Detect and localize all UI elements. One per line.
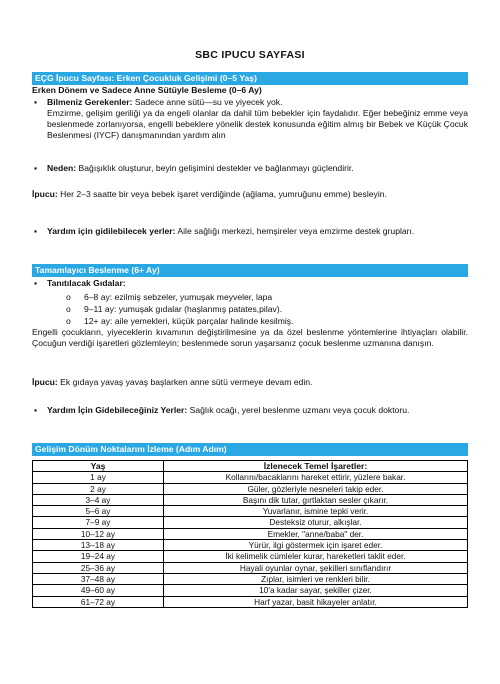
age-cell: 10–12 ay — [33, 528, 164, 539]
table-row — [33, 528, 468, 539]
sub-bullet-icon: o — [66, 292, 71, 302]
milestones-table — [32, 460, 468, 608]
food-item: 12+ ay: aile yemekleri, küçük parçalar halinde kesilmiş. — [84, 316, 294, 326]
food-item: 6–8 ay: ezilmiş sebzeler, yumuşak meyveler, lapa — [84, 292, 273, 302]
age-cell: 13–18 ay — [33, 540, 164, 551]
milestone-cell: Kollarını/bacaklarını hareket ettirir, yüzlere bakar. — [164, 472, 468, 483]
bullet-foods-label: Tanıtılacak Gıdalar: — [47, 278, 126, 288]
tip-feeding — [32, 189, 468, 200]
table-row — [33, 517, 468, 528]
tip-label: İpucu: — [32, 189, 58, 199]
bullet-label: Bilmeniz Gerekenler: — [47, 97, 133, 107]
page-title: SBC IPUCU SAYFASI — [195, 49, 305, 61]
bullet-label: Yardım İçin Gidebileceğiniz Yerler: — [47, 405, 188, 415]
bullet-text: Sadece anne sütü—su ve yiyecek yok. — [132, 97, 283, 107]
milestone-cell: Yürür, ilgi göstermek için işaret eder. — [164, 540, 468, 551]
bullet-label: Neden: — [47, 163, 77, 173]
age-cell: 19–24 ay — [33, 551, 164, 562]
table-row — [33, 494, 468, 505]
milestone-cell: 10'a kadar sayar, şekiller çizer. — [164, 585, 468, 596]
milestone-cell: Hayali oyunlar oynar, şekilleri sınıflandırır — [164, 562, 468, 573]
tip-label: İpucu: — [32, 377, 58, 387]
section1-heading: Erken Dönem ve Sadece Anne Sütüyle Besleme (0–6 Ay) — [32, 85, 262, 95]
milestone-cell: Zıplar, isimleri ve renkleri bilir. — [164, 573, 468, 584]
bullet-help — [47, 226, 468, 237]
age-cell: 61–72 ay — [33, 596, 164, 607]
table-header-row — [33, 461, 468, 472]
bullet-icon: ▪ — [34, 226, 38, 236]
tip-text: Her 2–3 saatte bir veya bebek işaret verdiğinde (ağlama, yumruğunu emme) besleyin. — [57, 189, 387, 199]
bullet-icon: ▪ — [34, 163, 38, 173]
sub-bullet-icon: o — [66, 304, 71, 314]
disability-feeding-paragraph: Engelli çocukların, yiyeceklerin kıvamının değiştirilmesine ya da özel beslenme yöntemlerine ihtiyaçları olabilir. Çocuğun verdiği işaretleri gözlemleyin; beslenmede sorun yaşarsanız çocuk beslenme uzmanına danışın. — [32, 327, 468, 348]
column-header-signs: İzlenecek Temel İşaretler: — [164, 461, 468, 472]
bullet-text: Sağlık ocağı, yerel beslenme uzmanı veya çocuk doktoru. — [187, 405, 410, 415]
milestones-table-body — [33, 472, 468, 608]
milestone-cell: Desteksiz oturur, alkışlar. — [164, 517, 468, 528]
table-row — [33, 506, 468, 517]
age-cell: 7–9 ay — [33, 517, 164, 528]
table-row — [33, 551, 468, 562]
table-row — [33, 483, 468, 494]
age-cell: 2 ay — [33, 483, 164, 494]
section-bar-complementary: Tamamlayıcı Beslenme (6+ Ay) — [32, 264, 468, 277]
bullet-icon: ▪ — [34, 405, 38, 415]
sub-bullet-icon: o — [66, 316, 71, 326]
table-row — [33, 472, 468, 483]
tip-complementary — [32, 377, 468, 388]
age-cell: 49–60 ay — [33, 585, 164, 596]
bullet-icon: ▪ — [34, 278, 38, 288]
bullet-why — [47, 163, 468, 174]
milestone-cell: Güler, gözleriyle nesneleri takip eder. — [164, 483, 468, 494]
bullet-text: Aile sağlığı merkezi, hemşireler veya emzirme destek grupları. — [175, 226, 415, 236]
column-header-age: Yaş — [33, 461, 164, 472]
milestone-cell: Emekler, "anne/baba" der. — [164, 528, 468, 539]
section-bar-ecg: EÇG İpucu Sayfası: Erken Çocukluk Gelişimi (0–5 Yaş) — [32, 72, 468, 85]
bullet-help-complementary — [47, 405, 468, 416]
age-cell: 25–36 ay — [33, 562, 164, 573]
table-row — [33, 596, 468, 607]
bullet-text: Bağışıklık oluşturur, beyin gelişimini destekler ve bağlanmayı güçlendirir. — [76, 163, 354, 173]
age-cell: 37–48 ay — [33, 573, 164, 584]
milestone-cell: Başını dik tutar, gırtlaktan sesler çıkarır. — [164, 494, 468, 505]
age-cell: 1 ay — [33, 472, 164, 483]
table-row — [33, 540, 468, 551]
food-item: 9–11 ay: yumuşak gıdalar (haşlanmış patates,pilav). — [84, 304, 283, 314]
milestone-cell: Harf yazar, basit hikayeler anlatır. — [164, 596, 468, 607]
table-row — [33, 573, 468, 584]
bullet-know-continuation: Emzirme, gelişim geriliği ya da engeli olanlar da dahil tüm bebekler için faydalıdır. Eğer bebeğiniz emme veya beslenmede zorlanıyorsa, engelli bebeklere yönelik destek konusunda eğitim almış bir Bebek ve Küçük Çocuk Beslenmesi (IYCF) danışmanından yardım alın — [47, 108, 468, 140]
age-cell: 3–4 ay — [33, 494, 164, 505]
table-row — [33, 585, 468, 596]
tip-text: Ek gıdaya yavaş yavaş başlarken anne sütü vermeye devam edin. — [57, 377, 313, 387]
table-row — [33, 562, 468, 573]
section-bar-milestones: Gelişim Dönüm Noktalarını İzleme (Adım Adım) — [32, 443, 468, 456]
age-cell: 5–6 ay — [33, 506, 164, 517]
milestone-cell: Yuvarlanır, ismine tepki verir. — [164, 506, 468, 517]
milestone-cell: İki kelimelik cümleler kurar, hareketleri taklit eder. — [164, 551, 468, 562]
bullet-know — [47, 97, 468, 108]
bullet-label: Yardım için gidilebilecek yerler: — [47, 226, 176, 236]
bullet-icon: ▪ — [34, 97, 38, 107]
